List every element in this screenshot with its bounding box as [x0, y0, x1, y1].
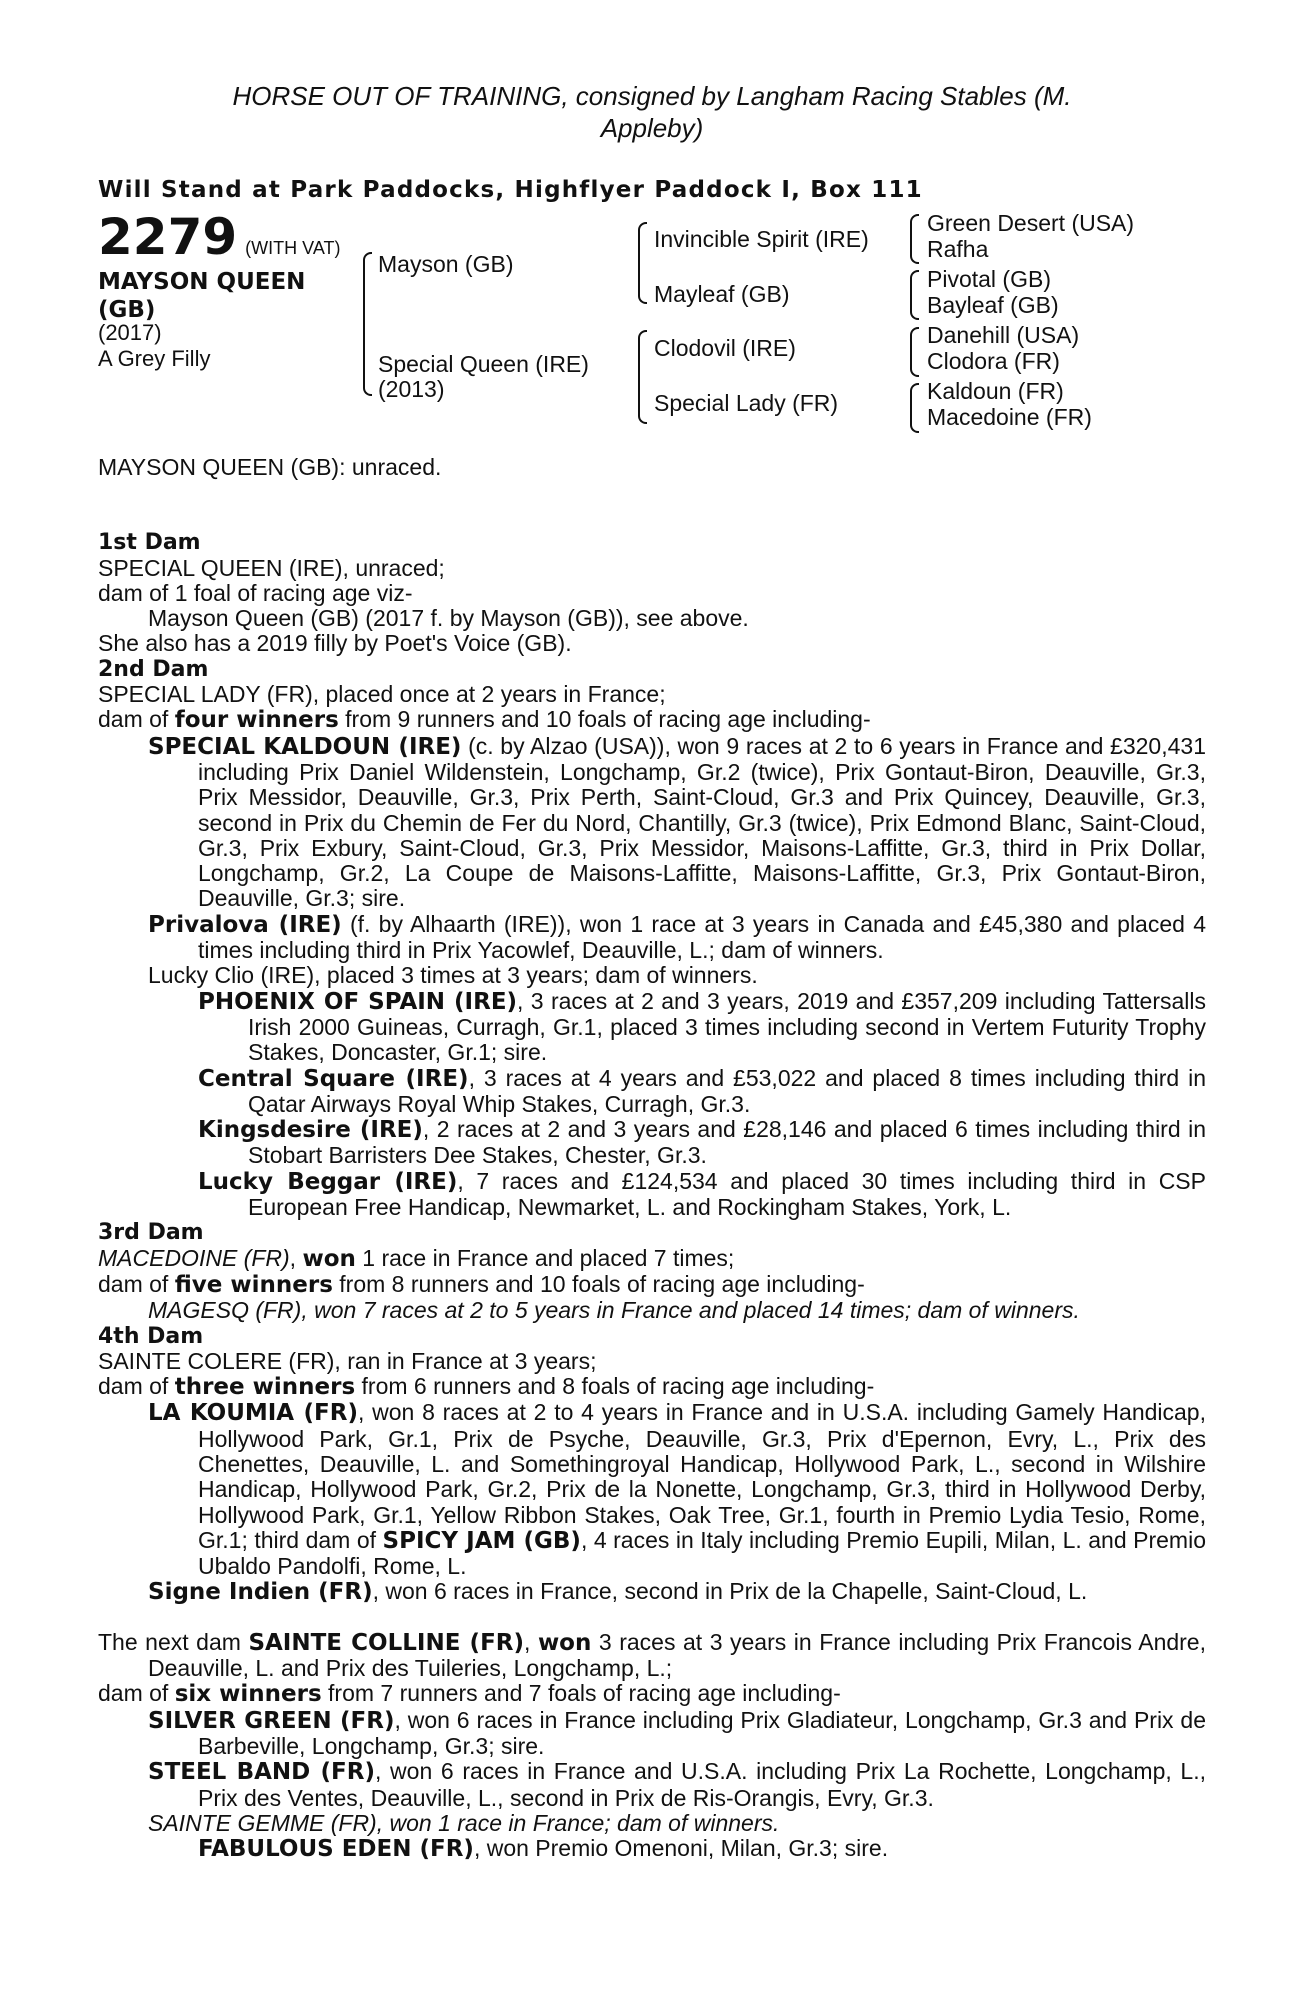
pedigree-sss: Green Desert (USA) — [927, 210, 1135, 236]
progeny-privalova: Privalova (IRE) (f. by Alhaarth (IRE)), won 1 race at 3 years in Canada and £45,380 and placed 4 times including third in Prix Yacowlef, Deauville, L.; dam of winners. — [148, 910, 1206, 964]
pedigree-dam: Special Queen (IRE) — [378, 351, 589, 377]
horse-details — [98, 320, 210, 372]
sire-dam-brace — [363, 252, 372, 396]
brace-g3 — [910, 327, 919, 377]
progeny-lucky-clio: Lucky Clio (IRE), placed 3 times at 3 years; dam of winners. — [148, 962, 758, 989]
first-dam-produce: dam of 1 foal of racing age viz- — [98, 579, 413, 606]
progeny-magesq: MAGESQ (FR), won 7 races at 2 to 5 years in France and placed 14 times; dam of winners. — [148, 1297, 1080, 1324]
progeny-kingsdesire: Kingsdesire (IRE), 2 races at 2 and 3 years and £28,146 and placed 6 times including third in Stobart Barristers Dee Stakes, Chester, Gr.3. — [198, 1116, 1206, 1169]
pedigree-ddd: Macedoine (FR) — [927, 404, 1092, 430]
lot-heading — [98, 210, 340, 275]
stand-location: Will Stand at Park Paddocks, Highflyer Paddock I, Box 111 — [98, 177, 923, 203]
pedigree-sire-dam: Mayleaf (GB) — [654, 281, 790, 307]
unraced-note: MAYSON QUEEN (GB): unraced. — [98, 454, 442, 480]
progeny-sainte-gemme: SAINTE GEMME (FR), won 1 race in France; dam of winners. — [148, 1809, 780, 1836]
fourth-dam-heading: 4th Dam — [98, 1323, 204, 1349]
brace-g4 — [910, 383, 919, 433]
fourth-dam-produce: dam of three winners from 6 runners and 8 foals of racing age including- — [98, 1373, 875, 1401]
second-dam-heading: 2nd Dam — [98, 656, 209, 682]
foaling-year: (2017) — [98, 320, 162, 345]
third-dam-produce: dam of five winners from 8 runners and 10 foals of racing age including- — [98, 1270, 865, 1298]
progeny-central-square: Central Square (IRE), 3 races at 4 years and £53,022 and placed 8 times including third in Qatar Airways Royal Whip Stakes, Curragh, Gr.3. — [198, 1064, 1206, 1117]
next-dam-line: The next dam SAINTE COLLINE (FR), won 3 races at 3 years in France including Prix Francois Andre, Deauville, L. and Prix des Tuileries, Longchamp, L.; — [98, 1628, 1206, 1682]
pedigree-sds: Pivotal (GB) — [927, 266, 1051, 292]
pedigree-ssd: Rafha — [927, 236, 989, 262]
first-dam-note: She also has a 2019 filly by Poet's Voice (GB). — [98, 630, 572, 657]
header-line-1: HORSE OUT OF TRAINING, consigned by Langham Racing Stables (M. — [232, 81, 1072, 111]
progeny-silver-green: SILVER GREEN (FR), won 6 races in France including Prix Gladiateur, Longchamp, Gr.3 and Prix de Barbeville, Longchamp, Gr.3; sire. — [148, 1706, 1206, 1759]
brace-g2 — [910, 270, 919, 320]
consignor-header — [98, 80, 1206, 144]
pedigree-dam-sire: Clodovil (IRE) — [654, 335, 796, 361]
first-dam-heading: 1st Dam — [98, 530, 201, 556]
pedigree-sire-sire: Invincible Spirit (IRE) — [654, 226, 869, 252]
pedigree-dds: Kaldoun (FR) — [927, 378, 1064, 404]
progeny-la-koumia: LA KOUMIA (FR), won 8 races at 2 to 4 years in France and in U.S.A. including Gamely Handicap, Hollywood Park, Gr.1, Prix de Psyche, Deauville, Gr.3, Prix d'Epernon, Evry, L., Prix des Chenettes, Deauville, L. and Somethingroyal Handicap, Hollywood Park, L., second in Wilshire Handicap, Hollywood Park, Gr.2, Prix de la Nonette, Longchamp, Gr.3, third in Hollywood Derby, Hollywood Park, Gr.1, Yellow Ribbon Stakes, Oak Tree, Gr.1, fourth in Premio Lydia Tesio, Rome, Gr.1; third dam of SPICY JAM (GB), 4 races in Italy including Premio Eupili, Milan, L. and Premio Ubaldo Pandolfi, Rome, L. — [148, 1399, 1206, 1580]
brace-g1 — [910, 214, 919, 264]
fourth-dam-line: SAINTE COLERE (FR), ran in France at 3 years; — [98, 1347, 597, 1374]
first-dam-line: SPECIAL QUEEN (IRE), unraced; — [98, 554, 445, 581]
pedigree-sdd: Bayleaf (GB) — [927, 292, 1059, 318]
progeny-fabulous-eden: FABULOUS EDEN (FR), won Premio Omenoni, Milan, Gr.3; sire. — [198, 1835, 889, 1863]
third-dam-line: MACEDOINE (FR), won 1 race in France and placed 7 times; — [98, 1244, 735, 1272]
lot-number: 2279 — [98, 208, 238, 266]
progeny-signe-indien: Signe Indien (FR), won 6 races in France, second in Prix de la Chapelle, Saint-Cloud, L. — [148, 1578, 1088, 1606]
pedigree-dss: Danehill (USA) — [927, 322, 1080, 348]
progeny-phoenix-of-spain: PHOENIX OF SPAIN (IRE), 3 races at 2 and 3 years, 2019 and £357,209 including Tattersalls Irish 2000 Guineas, Curragh, Gr.1, placed 3 times including second in Vertem Futurity Trophy Stakes, Doncaster, Gr.1; sire. — [198, 987, 1206, 1066]
progeny-steel-band: STEEL BAND (FR), won 6 races in France and U.S.A. including Prix La Rochette, Longchamp, L., Prix des Ventes, Deauville, L., second in Prix de Ris-Orangis, Evry, Gr.3. — [148, 1758, 1206, 1811]
horse-name: MAYSON QUEEN (GB) — [98, 269, 306, 323]
first-dam-foal: Mayson Queen (GB) (2017 f. by Mayson (GB)), see above. — [148, 605, 749, 632]
header-line-2: Appleby) — [600, 113, 704, 143]
third-dam-heading: 3rd Dam — [98, 1220, 204, 1246]
second-dam-produce: dam of four winners from 9 runners and 10 foals of racing age including- — [98, 706, 871, 734]
next-dam-produce: dam of six winners from 7 runners and 7 foals of racing age including- — [98, 1680, 841, 1708]
pedigree-dam-year: (2013) — [378, 376, 445, 402]
pedigree-sire: Mayson (GB) — [378, 251, 514, 277]
pedigree-dam-dam: Special Lady (FR) — [654, 390, 839, 416]
produce-record — [98, 455, 1206, 1862]
second-dam-line: SPECIAL LADY (FR), placed once at 2 years in France; — [98, 681, 666, 708]
sire-line-brace — [638, 222, 647, 304]
progeny-special-kaldoun: SPECIAL KALDOUN (IRE) (c. by Alzao (USA)), won 9 races at 2 to 6 years in France and £320,431 including Prix Daniel Wildenstein, Longchamp, Gr.2 (twice), Prix Gontaut-Biron, Deauville, Gr.3, Prix Messidor, Deauville, Gr.3, Prix Perth, Saint-Cloud, Gr.3 and Prix Quincey, Deauville, Gr.3, second in Prix du Chemin de Fer du Nord, Chantilly, Gr.3 (twice), Prix Edmond Blanc, Saint-Cloud, Gr.3, Prix Exbury, Saint-Cloud, Gr.3, Prix Messidor, Maisons-Laffitte, Gr.3, third in Prix Dollar, Longchamp, Gr.2, La Coupe de Maisons-Laffitte, Maisons-Laffitte, Gr.3, Prix Gontaut-Biron, Deauville, Gr.3; sire. — [148, 732, 1206, 912]
vat-note: (WITH VAT) — [245, 238, 341, 258]
pedigree-dsd: Clodora (FR) — [927, 348, 1060, 374]
horse-sex-colour: A Grey Filly — [98, 346, 211, 371]
progeny-lucky-beggar: Lucky Beggar (IRE), 7 races and £124,534 and placed 30 times including third in CSP European Free Handicap, Newmarket, L. and Rockingham Stakes, York, L. — [198, 1167, 1206, 1221]
dam-line-brace — [638, 330, 647, 424]
